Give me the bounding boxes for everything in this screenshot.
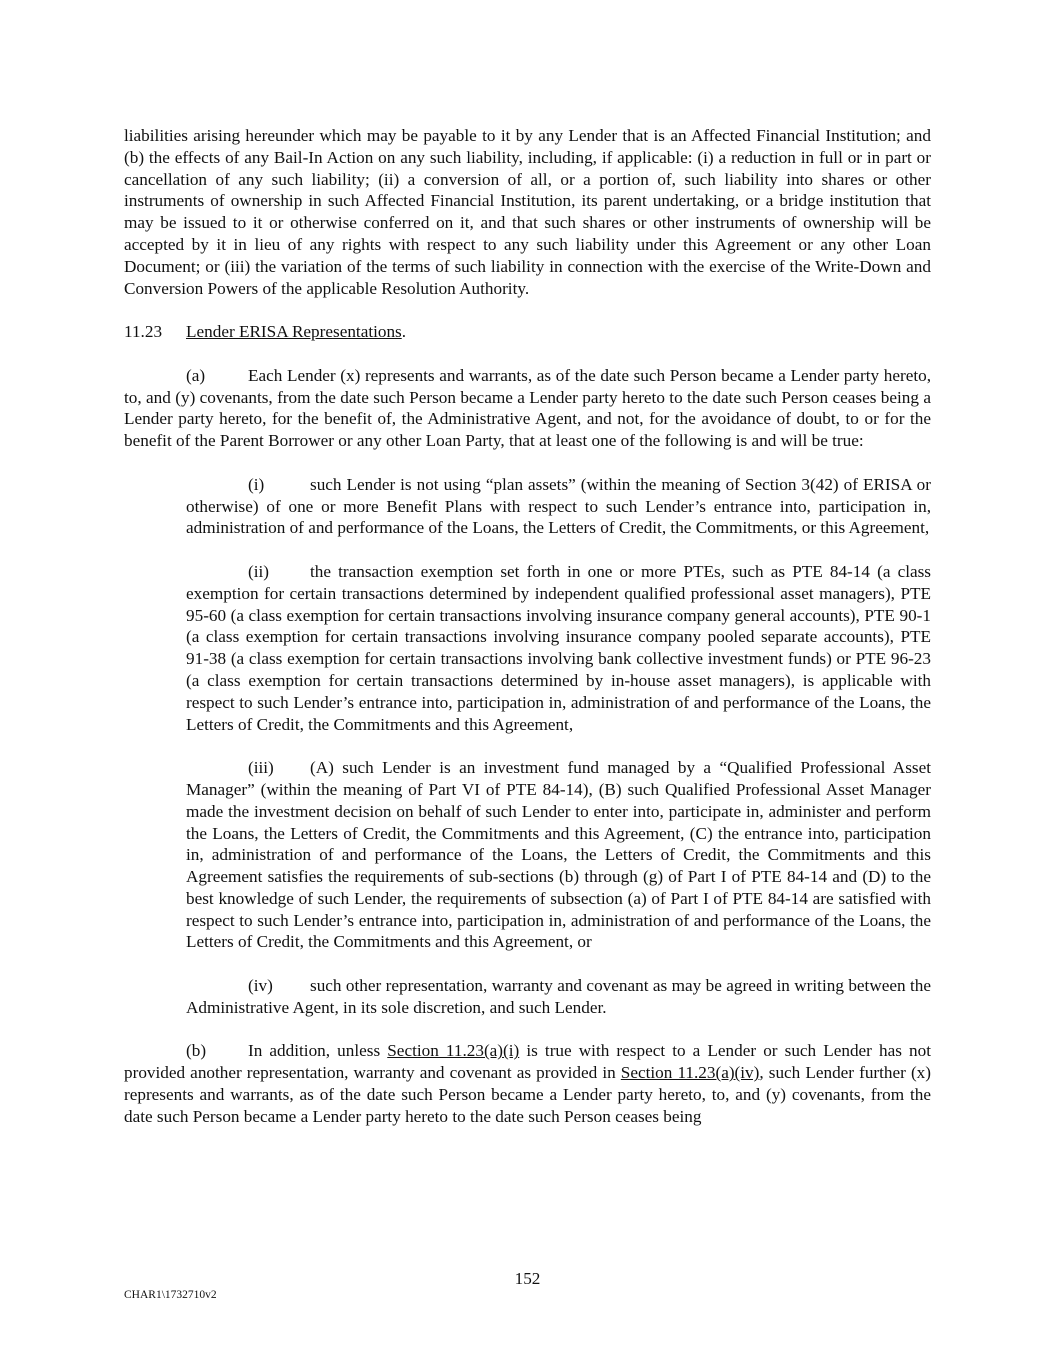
list-item-ii xyxy=(186,561,931,735)
paragraph-a-text: Each Lender (x) represents and warrants, as of the date such Person became a Lender party hereto, to, and (y) covenants, from the date such Person became a Lender party hereto to the date such Person ceases being a Lender party hereto, for the benefit of, the Administrative Agent, and not, for the avoidance of doubt, to or for the benefit of the Parent Borrower or any other Loan Party, that at least one of the following is and will be true: xyxy=(124,365,931,451)
section-reference-link: Section 11.23(a)(iv) xyxy=(620,1063,760,1083)
paragraph-b-text-1: In addition, unless xyxy=(248,1041,388,1061)
paragraph-a xyxy=(124,365,931,452)
list-item-text: such Lender is not using “plan assets” (within the meaning of Section 3(42) of ERISA or otherwise) of one or more Benefit Plans with respect to such Lender’s entrance into, participation in, administration of and performance of the Loans, the Letters of Credit, the Commitments, or this Agreement, xyxy=(186,474,931,538)
section-reference-link: Section 11.23(a)(i) xyxy=(387,1041,520,1061)
list-item-text: the transaction exemption set forth in one or more PTEs, such as PTE 84-14 (a class exemption for certain transactions determined by independent qualified professional asset managers), PTE 95-60 (a class exemption for certain transactions involving insurance company general accounts), PTE 90-1 (a class exemption for certain transactions involving insurance company pooled separate accounts), PTE 91-38 (a class exemption for certain transactions involving bank collective investment funds) or PTE 96-23 (a class exemption for certain transactions determined by in-house asset managers), is applicable with respect to such Lender’s entrance into, participation in, administration of and performance of the Loans, the Letters of Credit, the Commitments and this Agreement, xyxy=(186,561,931,734)
section-title-suffix: . xyxy=(401,322,407,342)
list-item-text: (A) such Lender is an investment fund managed by a “Qualified Professional Asset Manager” (within the meaning of Part VI of PTE 84-14), (B) such Qualified Professional Asset Manager made the investment decision on behalf of such Lender to enter into, participate in, administer and perform the Loans, the Letters of Credit, the Commitments and this Agreement, (C) the entrance into, participation in, administration of and performance of the Loans, the Letters of Credit, the Commitments and this Agreement satisfies the requirements of sub-sections (b) through (g) of Part I of PTE 84-14 and (D) to the best knowledge of such Lender, the requirements of subsection (a) of Part I of PTE 84-14 are satisfied with respect to such Lender’s entrance into, participation in, administration of and performance of the Loans, the Letters of Credit, the Commitments and this Agreement, or xyxy=(186,758,931,952)
section-heading xyxy=(124,321,931,343)
paragraph-b xyxy=(124,1040,931,1127)
paragraph-b-label: (b) xyxy=(186,1041,207,1061)
paragraph-a-label: (a) xyxy=(186,365,206,385)
list-item-label: (iv) xyxy=(248,976,273,996)
list-item-label: (ii) xyxy=(248,561,269,581)
list-item-iii xyxy=(186,757,931,953)
section-title: Lender ERISA Representations xyxy=(186,322,402,342)
paragraph-b-text-2: is true with respect to a Lender or such Lender has not provided another representation, warranty and covenant as provided in xyxy=(124,1041,931,1083)
list-item-text: such other representation, warranty and covenant as may be agreed in writing between the Administrative Agent, in its sole discretion, and such Lender. xyxy=(186,976,931,1017)
intro-paragraph: liabilities arising hereunder which may be payable to it by any Lender that is an Affected Financial Institution; and (b) the effects of any Bail-In Action on any such liability, including, if applicable: (i) a reduction in full or in part or cancellation of any such liability; (ii) a conversion of all, or a portion of, such liability into shares or other instruments of ownership in such Affected Financial Institution, its parent undertaking, or a bridge institution that may be issued to it or otherwise conferred on it, and that such shares or other instruments of ownership will be accepted by it in lieu of any rights with respect to any such liability under this Agreement or any other Loan Document; or (iii) the variation of the terms of such liability in connection with the exercise of the Write-Down and Conversion Powers of the applicable Resolution Authority. xyxy=(124,126,931,298)
list-item-i xyxy=(186,474,931,539)
page-number: 152 xyxy=(514,1269,541,1288)
list-item-label: (i) xyxy=(248,474,265,494)
document-id: CHAR1\1732710v2 xyxy=(124,1289,217,1301)
paragraph-b-text-3: , such Lender further (x) represents and warrants, as of the date such Person became a Lender party hereto, to, and (y) covenants, from the date such Person became a Lender party hereto to the date such Person ceases being xyxy=(124,1063,931,1126)
list-item-iv xyxy=(186,975,931,1019)
list-item-label: (iii) xyxy=(248,758,274,778)
section-number: 11.23 xyxy=(124,322,163,342)
document-page xyxy=(124,125,931,1128)
